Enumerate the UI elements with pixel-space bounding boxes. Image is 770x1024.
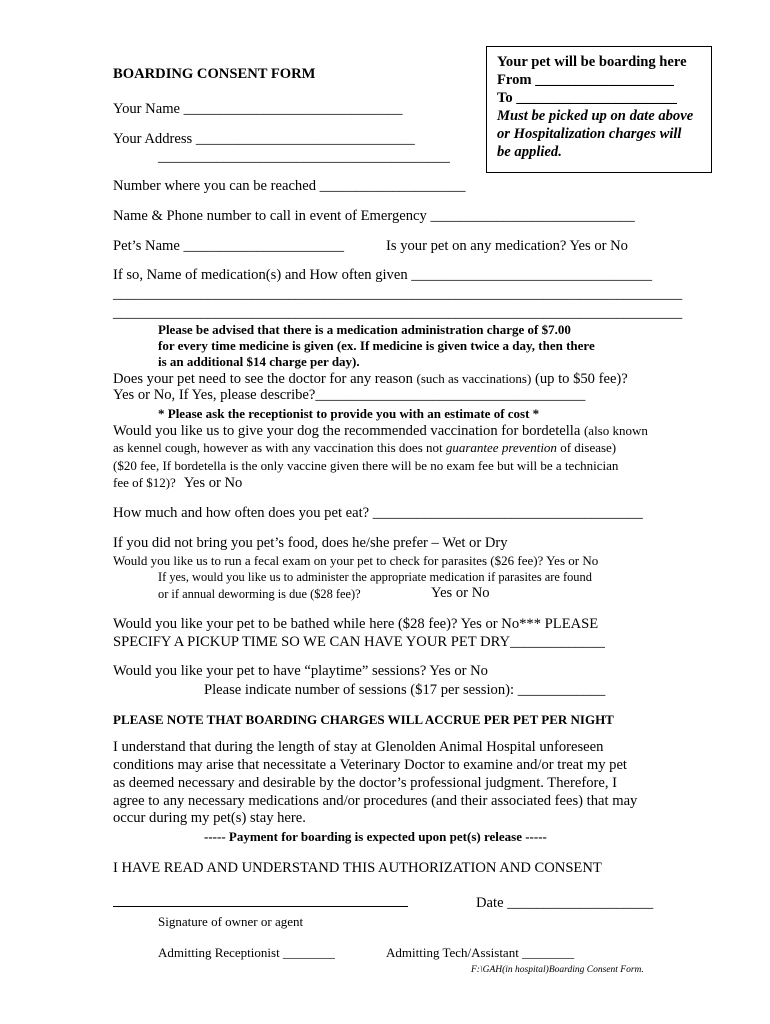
address-continuation-field[interactable]: ________________________________________ (158, 149, 450, 165)
food-amount-field[interactable]: How much and how often does you pet eat? _____________________________________ (113, 505, 643, 521)
authorization-statement: I HAVE READ AND UNDERSTAND THIS AUTHORIZATION AND CONSENT (113, 860, 602, 876)
technician-fee-text: fee of $12)? (113, 475, 176, 490)
estimate-note: * Please ask the receptionist to provide you with an estimate of cost * (158, 406, 540, 421)
your-name-field[interactable]: Your Name ______________________________ (113, 101, 403, 117)
deworming-yes-no[interactable]: Yes or No (431, 585, 490, 601)
fecal-exam-question[interactable]: Would you like us to run a fecal exam on your pet to check for parasites ($26 fee)? Yes or No (113, 553, 599, 568)
understanding-paragraph-1: I understand that during the length of stay at Glenolden Animal Hospital unforeseen (113, 739, 604, 755)
doctor-question-text: Does your pet need to see the doctor for any reason (113, 371, 417, 387)
medication-charge-note-1: Please be advised that there is a medication administration charge of $7.00 (158, 322, 571, 337)
emergency-contact-field[interactable]: Name & Phone number to call in event of Emergency ____________________________ (113, 208, 635, 224)
bordetella-question-1 (113, 422, 648, 440)
your-address-field[interactable]: Your Address ______________________________ (113, 131, 415, 147)
bordetella-aka: (also known (583, 423, 648, 438)
date-field[interactable]: Date ____________________ (476, 895, 654, 911)
pickup-warning-1: Must be picked up on date above (497, 108, 694, 124)
to-date-field[interactable]: To ______________________ (497, 90, 677, 106)
admitting-tech-field[interactable]: Admitting Tech/Assistant ________ (386, 945, 575, 960)
pickup-time-field[interactable]: SPECIFY A PICKUP TIME SO WE CAN HAVE YOUR PET DRY_____________ (113, 634, 605, 650)
parasite-medication-question: If yes, would you like us to administer the appropriate medication if parasites are found (158, 570, 592, 584)
from-date-field[interactable]: From ___________________ (497, 72, 674, 88)
understanding-paragraph-3: as deemed necessary and desirable by the doctor’s professional judgment. Therefore, I (113, 775, 617, 791)
of-disease-text: of disease) (556, 440, 617, 455)
bordetella-question-4 (113, 474, 242, 492)
understanding-paragraph-5: occur during my pet(s) stay here. (113, 810, 306, 826)
admitting-receptionist-field[interactable]: Admitting Receptionist ________ (158, 945, 335, 960)
deworming-question: or if annual deworming is due ($28 fee)? (158, 587, 361, 601)
doctor-question-example: (such as vaccinations) (416, 371, 532, 386)
medication-blank-line-1[interactable]: ______________________________________________________________________________ (113, 286, 683, 302)
guarantee-prevention-text: guarantee prevention (445, 440, 557, 455)
signature-line[interactable] (113, 906, 408, 907)
file-path-footer: F:\GAH(in hospital)Boarding Consent Form. (471, 965, 644, 975)
food-preference-question[interactable]: If you did not bring you pet’s food, does he/she prefer – Wet or Dry (113, 535, 508, 551)
pickup-warning-2: or Hospitalization charges will (497, 126, 682, 142)
box-heading: Your pet will be boarding here (497, 54, 687, 70)
medication-blank-line-2[interactable]: ______________________________________________________________________________ (113, 305, 683, 321)
form-title: BOARDING CONSENT FORM (113, 66, 316, 82)
payment-note: ----- Payment for boarding is expected upon pet(s) release ----- (204, 829, 547, 844)
doctor-question-fee: (up to $50 fee)? (531, 371, 628, 387)
signature-label: Signature of owner or agent (158, 914, 304, 929)
bordetella-question-3: ($20 fee, If bordetella is the only vaccine given there will be no exam fee but will be a technician (113, 458, 619, 473)
medication-question[interactable]: Is your pet on any medication? Yes or No (386, 238, 628, 254)
boarding-charges-note: PLEASE NOTE THAT BOARDING CHARGES WILL ACCRUE PER PET PER NIGHT (113, 712, 614, 727)
phone-number-field[interactable]: Number where you can be reached ____________________ (113, 178, 466, 194)
understanding-paragraph-4: agree to any necessary medications and/or procedures (and their associated fees) that may (113, 793, 638, 809)
doctor-yes-no-describe[interactable]: Yes or No, If Yes, please describe?_____________________________________ (113, 387, 586, 403)
understanding-paragraph-2: conditions may arise that necessitate a Veterinary Doctor to examine and/or treat my pet (113, 757, 627, 773)
medication-charge-note-3: is an additional $14 charge per day). (158, 354, 360, 369)
medication-names-field[interactable]: If so, Name of medication(s) and How often given _________________________________ (113, 267, 653, 283)
playtime-sessions-field[interactable]: Please indicate number of sessions ($17 per session): ____________ (204, 682, 606, 698)
bath-question[interactable]: Would you like your pet to be bathed while here ($28 fee)? Yes or No*** PLEASE (113, 616, 599, 632)
pickup-warning-3: be applied. (497, 144, 562, 160)
playtime-question[interactable]: Would you like your pet to have “playtime” sessions? Yes or No (113, 663, 488, 679)
bordetella-question-2 (113, 439, 616, 456)
doctor-question (113, 370, 628, 388)
bordetella-text: Would you like us to give your dog the recommended vaccination for bordetella (113, 423, 584, 439)
pets-name-field[interactable]: Pet’s Name ______________________ (113, 238, 345, 254)
medication-charge-note-2: for every time medicine is given (ex. If medicine is given twice a day, then there (158, 338, 595, 353)
boarding-dates-box (486, 46, 712, 173)
bordetella-yes-no[interactable]: Yes or No (183, 475, 243, 491)
bordetella-kennel-cough: as kennel cough, however as with any vaccination this does not (113, 440, 446, 455)
